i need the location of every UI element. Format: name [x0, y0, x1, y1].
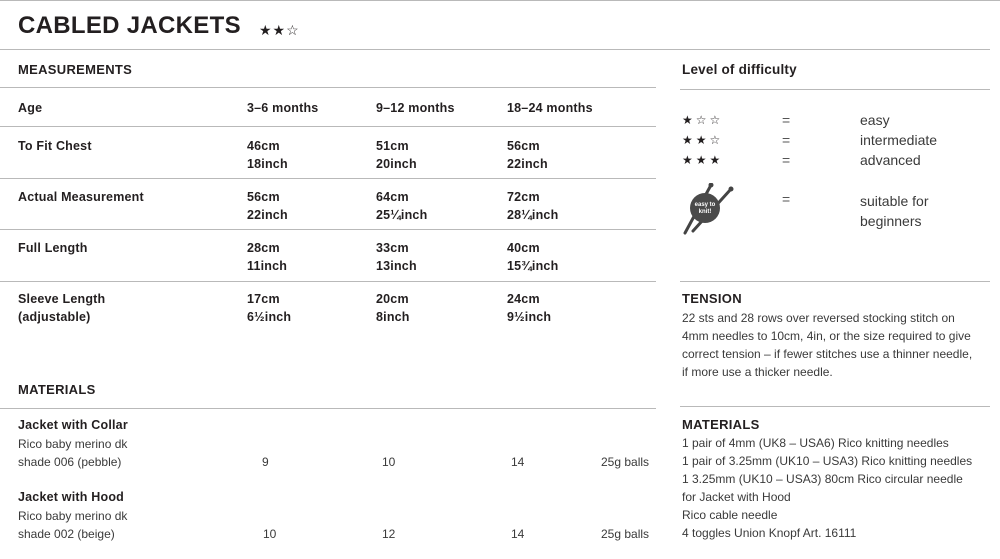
- cell-value: 56cm 22inch: [247, 190, 288, 222]
- material-name: Jacket with Hood: [18, 490, 124, 504]
- materials-heading: MATERIALS: [18, 382, 96, 397]
- materials-line: Rico cable needle: [682, 508, 778, 522]
- material-quantity: 9: [262, 455, 269, 469]
- title-rule: [0, 49, 990, 50]
- equals-sign: =: [782, 132, 791, 148]
- knitting-needles-icon: [683, 183, 735, 235]
- cell-value: 17cm 6½inch: [247, 292, 292, 324]
- cell-value: 72cm 28¼inch: [507, 190, 559, 222]
- tension-text: 22 sts and 28 rows over reversed stocking stitch on 4mm needles to 10cm, 4in, or the size required to give correct tension – if fewer stitches use a thinner needle, if more use a thicker needle.: [682, 311, 973, 379]
- material-quantity: 14: [511, 527, 525, 541]
- row-label: Full Length: [18, 241, 88, 255]
- row-rule: [0, 178, 656, 179]
- tension-heading: TENSION: [682, 291, 742, 306]
- easy-to-knit-badge-icon: [683, 183, 735, 235]
- measurements-heading: MEASUREMENTS: [18, 62, 133, 77]
- material-yarn: Rico baby merino dk: [18, 509, 128, 523]
- materials-line: 4 toggles Union Knopf Art. 16111: [682, 526, 857, 540]
- cell-value: 20cm 8inch: [376, 292, 410, 324]
- top-rule: [0, 0, 1000, 1]
- materials-right-heading: MATERIALS: [682, 417, 760, 432]
- equals-sign: =: [782, 152, 791, 168]
- materials-line: for Jacket with Hood: [682, 490, 791, 504]
- column-header: 18–24 months: [507, 101, 593, 115]
- cell-value: 33cm 13inch: [376, 241, 417, 273]
- materials-right-rule: [680, 406, 990, 407]
- material-name: Jacket with Collar: [18, 418, 128, 432]
- age-label: Age: [18, 101, 43, 115]
- difficulty-label-intermediate: intermediate: [860, 132, 938, 148]
- material-quantity: 10: [263, 527, 277, 541]
- column-header: 3–6 months: [247, 101, 319, 115]
- cell-value: 51cm 20inch: [376, 139, 417, 171]
- cell-value: 24cm 9½inch: [507, 292, 552, 324]
- materials-right-list: [682, 434, 972, 542]
- title-rating-stars: ★★☆: [259, 22, 300, 38]
- column-header: 9–12 months: [376, 101, 455, 115]
- badge-text-line: easy to: [694, 202, 716, 208]
- material-unit: 25g balls: [601, 527, 650, 541]
- materials-line: 1 3.25mm (UK10 – USA3) 80cm Rico circular needle: [682, 472, 963, 486]
- row-rule: [0, 126, 656, 127]
- difficulty-stars-intermediate: ★★☆: [682, 133, 724, 147]
- cell-value: 46cm 18inch: [247, 139, 288, 171]
- badge-text-line: knit!: [698, 209, 712, 215]
- material-quantity: 14: [511, 455, 525, 469]
- material-shade: shade 002 (beige): [18, 527, 115, 541]
- difficulty-heading: Level of difficulty: [682, 62, 797, 77]
- difficulty-stars-easy: ★☆☆: [682, 113, 724, 127]
- row-rule: [0, 281, 656, 282]
- row-rule: [0, 229, 656, 230]
- materials-line: 1 pair of 3.25mm (UK10 – USA3) Rico knitting needles: [682, 454, 973, 468]
- materials-line: 1 pair of 4mm (UK8 – USA6) Rico knitting needles: [682, 436, 949, 450]
- material-unit: 25g balls: [601, 455, 650, 469]
- material-shade: shade 006 (pebble): [18, 455, 122, 469]
- row-label: To Fit Chest: [18, 139, 92, 153]
- row-label: Sleeve Length (adjustable): [18, 292, 106, 324]
- material-quantity: 10: [382, 455, 396, 469]
- equals-sign: =: [782, 112, 791, 128]
- material-quantity: 12: [382, 527, 396, 541]
- equals-sign: =: [782, 191, 791, 207]
- beginners-label: suitable for beginners: [860, 193, 929, 229]
- difficulty-stars-advanced: ★★★: [682, 153, 724, 167]
- cell-value: 56cm 22inch: [507, 139, 548, 171]
- difficulty-label-advanced: advanced: [860, 152, 921, 168]
- cell-value: 28cm 11inch: [247, 241, 288, 273]
- difficulty-label-easy: easy: [860, 112, 890, 128]
- difficulty-bottom-rule: [680, 281, 990, 282]
- row-label: Actual Measurement: [18, 190, 144, 204]
- cell-value: 40cm 15¾inch: [507, 241, 559, 273]
- material-yarn: Rico baby merino dk: [18, 437, 128, 451]
- page-title: CABLED JACKETS: [18, 12, 241, 39]
- difficulty-rule: [680, 89, 990, 90]
- materials-rule: [0, 408, 656, 409]
- measurements-rule: [0, 87, 656, 88]
- cell-value: 64cm 25¼inch: [376, 190, 428, 222]
